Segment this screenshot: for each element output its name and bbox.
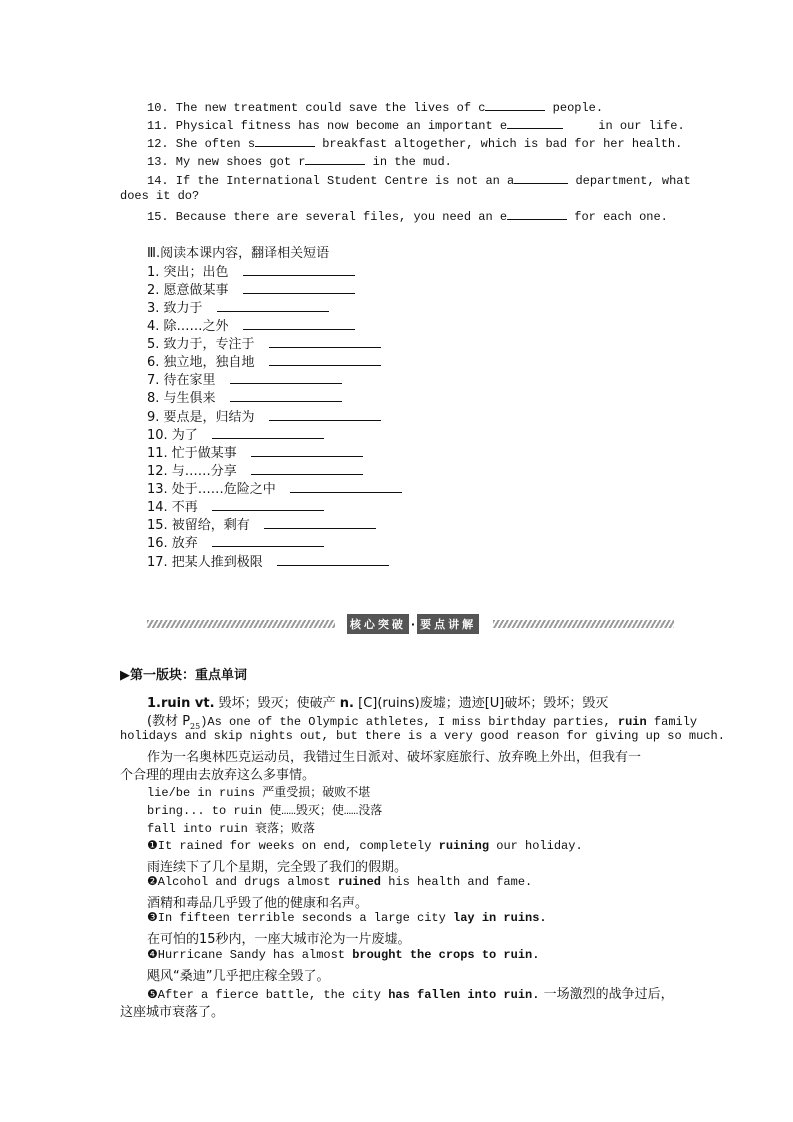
phrase-text: 1. 突出；出色 <box>147 265 229 280</box>
phrase-item <box>147 387 342 406</box>
example-keyword: lay in ruins. <box>453 911 547 925</box>
phrase-item <box>147 478 402 497</box>
exercise-14 <box>120 171 702 188</box>
answer-blank[interactable] <box>514 171 568 184</box>
phrase-item <box>147 333 381 352</box>
example-text: )As one of the Olympic athletes, I miss birthday parties, <box>200 715 618 729</box>
divider-hatch-right <box>493 620 674 628</box>
phrase-item <box>147 369 342 388</box>
answer-blank[interactable] <box>269 353 381 366</box>
answer-blank[interactable] <box>507 116 563 129</box>
example-sentence <box>120 983 702 1002</box>
exercise-12 <box>120 134 702 151</box>
answer-blank[interactable] <box>264 516 376 529</box>
example-text: After a fierce battle, the city <box>157 988 389 1002</box>
example-keyword: has fallen into ruin. <box>388 988 540 1002</box>
example-text: our holiday. <box>489 839 583 853</box>
exercise-text: in the mud. <box>365 155 452 169</box>
textbook-page: 25 <box>190 722 201 732</box>
phrase-item <box>147 496 324 515</box>
answer-blank[interactable] <box>217 299 329 312</box>
phrase-text: 14. 不再 <box>147 500 198 515</box>
exercise-text: for each one. <box>567 210 668 224</box>
phrase-line: bring... to ruin 使……毁灭；使……没落 <box>147 804 383 818</box>
banner-left-label: 核心突破 <box>347 614 409 634</box>
example-text: Hurricane Sandy has almost <box>157 948 353 962</box>
answer-blank[interactable] <box>212 534 324 547</box>
example-text: Alcohol and drugs almost <box>157 875 338 889</box>
example-text: In fifteen terrible seconds a large city <box>157 911 454 925</box>
example-text: his health and fame. <box>381 875 533 889</box>
example-translation-inline: 一场激烈的战争过后， <box>539 987 674 1002</box>
textbook-example-line2: holidays and skip nights out, but there is a very good reason for giving up so much. <box>120 729 725 743</box>
exercise-text: 12. She often s <box>147 137 256 151</box>
answer-blank[interactable] <box>507 207 567 220</box>
example-translation: 酒精和毒品几乎毁了他的健康和名声。 <box>147 896 369 911</box>
phrase-text: 11. 忙于做某事 <box>147 446 237 461</box>
example-keyword: ruining <box>438 839 490 853</box>
phrase-text: 6. 独立地，独自地 <box>147 355 255 370</box>
banner-right-label: 要点讲解 <box>417 614 479 634</box>
answer-blank[interactable] <box>230 389 342 402</box>
example-sentence <box>120 838 702 853</box>
banner-dot: · <box>410 617 416 631</box>
exercise-text: department, what <box>568 174 691 188</box>
phrase-text: 12. 与……分享 <box>147 464 237 479</box>
answer-blank[interactable] <box>243 263 355 276</box>
example-sentence <box>120 947 702 962</box>
example-number: ❺ <box>147 987 158 1001</box>
answer-blank[interactable] <box>251 462 363 475</box>
textbook-example <box>120 710 702 731</box>
phrase-text: 13. 处于……危险之中 <box>147 482 276 497</box>
phrase-item <box>147 351 381 370</box>
answer-blank[interactable] <box>251 444 363 457</box>
example-sentence <box>120 874 702 889</box>
answer-blank[interactable] <box>485 98 545 111</box>
phrase-line: fall into ruin 衰落；败落 <box>147 822 316 836</box>
example-number: ❷ <box>147 874 158 888</box>
example-number: ❶ <box>147 838 158 852</box>
textbook-ref: (教材 P <box>147 714 191 729</box>
answer-blank[interactable] <box>269 408 381 421</box>
phrase-text: 8. 与生俱来 <box>147 391 216 406</box>
phrase-item <box>147 514 376 533</box>
phrase-item <box>147 460 363 479</box>
headword-meaning-noun: [C](ruins)废墟；遗迹[U]破坏；毁坏；毁灭 <box>353 696 609 711</box>
phrase-text: 2. 愿意做某事 <box>147 283 229 298</box>
answer-blank[interactable] <box>277 553 389 566</box>
exercise-text: breakfast altogether, which is bad for her health. <box>315 137 683 151</box>
headword-meaning: 毁坏；毁灭；使破产 <box>214 696 340 711</box>
answer-blank[interactable] <box>212 426 324 439</box>
example-translation: 在可怕的15秒内，一座大城市沦为一片废墟。 <box>147 932 411 947</box>
example-translation: 飓风“桑迪”几乎把庄稼全毁了。 <box>147 969 330 984</box>
exercise-text: 11. Physical fitness has now become an important e <box>147 119 508 133</box>
headword-pos: n. <box>339 696 354 711</box>
phrase-item <box>147 532 324 551</box>
exercise-13 <box>120 152 702 169</box>
example-translation: 雨连续下了几个星期，完全毁了我们的假期。 <box>147 860 408 875</box>
example-sentence <box>120 910 702 925</box>
entry-headword <box>120 692 702 711</box>
example-keyword: ruin <box>617 715 647 729</box>
exercise-text: 14. If the International Student Centre is not an a <box>147 174 515 188</box>
example-keyword: ruined <box>337 875 382 889</box>
exercise-text: does it do? <box>120 189 200 203</box>
answer-blank[interactable] <box>255 134 315 147</box>
phrase-text: 7. 待在家里 <box>147 373 216 388</box>
answer-blank[interactable] <box>230 371 342 384</box>
phrase-item <box>147 279 355 298</box>
phrase-text: 4. 除……之外 <box>147 319 229 334</box>
phrase-line: lie/be in ruins 严重受损；破败不堪 <box>147 786 371 800</box>
example-number: ❹ <box>147 947 158 961</box>
phrase-text: 5. 致力于，专注于 <box>147 337 255 352</box>
block-title: ▶第一版块：重点单词 <box>120 668 247 683</box>
example-text: family <box>646 715 698 729</box>
phrase-text: 15. 被留给，剩有 <box>147 518 250 533</box>
exercise-text: in our life. <box>591 119 685 133</box>
exercise-14-continued <box>120 189 675 203</box>
exercise-text: 10. The new treatment could save the lives of c <box>147 101 486 115</box>
headword: 1.ruin vt. <box>147 696 215 711</box>
answer-blank[interactable] <box>243 317 355 330</box>
phrase-item <box>147 261 355 280</box>
phrase-item <box>147 442 363 461</box>
divider-hatch-left <box>147 620 335 628</box>
phrase-text: 9. 要点是，归结为 <box>147 410 255 425</box>
exercise-text: 15. Because there are several files, you need an e <box>147 210 508 224</box>
phrase-text: 3. 致力于 <box>147 301 203 316</box>
exercise-text: 13. My new shoes got r <box>147 155 306 169</box>
example-text: It rained for weeks on end, completely <box>157 839 439 853</box>
answer-blank[interactable] <box>305 152 365 165</box>
translation-line: 作为一名奥林匹克运动员，我错过生日派对、破坏家庭旅行、放弃晚上外出，但我有一 <box>147 750 642 765</box>
answer-blank[interactable] <box>269 335 381 348</box>
exercise-10 <box>120 98 702 115</box>
phrase-text: 16. 放弃 <box>147 536 198 551</box>
phrase-item <box>147 551 389 570</box>
phrase-item <box>147 315 355 334</box>
exercise-15 <box>120 207 702 224</box>
phrase-item <box>147 406 381 425</box>
phrase-text: 17. 把某人推到极限 <box>147 555 263 570</box>
example-translation: 这座城市衰落了。 <box>120 1005 225 1020</box>
answer-blank[interactable] <box>290 480 402 493</box>
answer-blank[interactable] <box>243 281 355 294</box>
section-divider <box>147 614 674 634</box>
phrase-text: 10. 为了 <box>147 428 198 443</box>
exercise-11 <box>120 116 702 133</box>
exercise-text: people. <box>545 101 604 115</box>
example-keyword: brought the crops to ruin. <box>352 948 540 962</box>
phrase-item <box>147 297 329 316</box>
phrase-item <box>147 424 324 443</box>
answer-blank[interactable] <box>212 498 324 511</box>
example-number: ❸ <box>147 910 158 924</box>
translation-line: 个合理的理由去放弃这么多事情。 <box>120 768 316 783</box>
divider-banner <box>338 614 488 634</box>
section-3-title: Ⅲ.阅读本课内容，翻译相关短语 <box>147 246 330 261</box>
